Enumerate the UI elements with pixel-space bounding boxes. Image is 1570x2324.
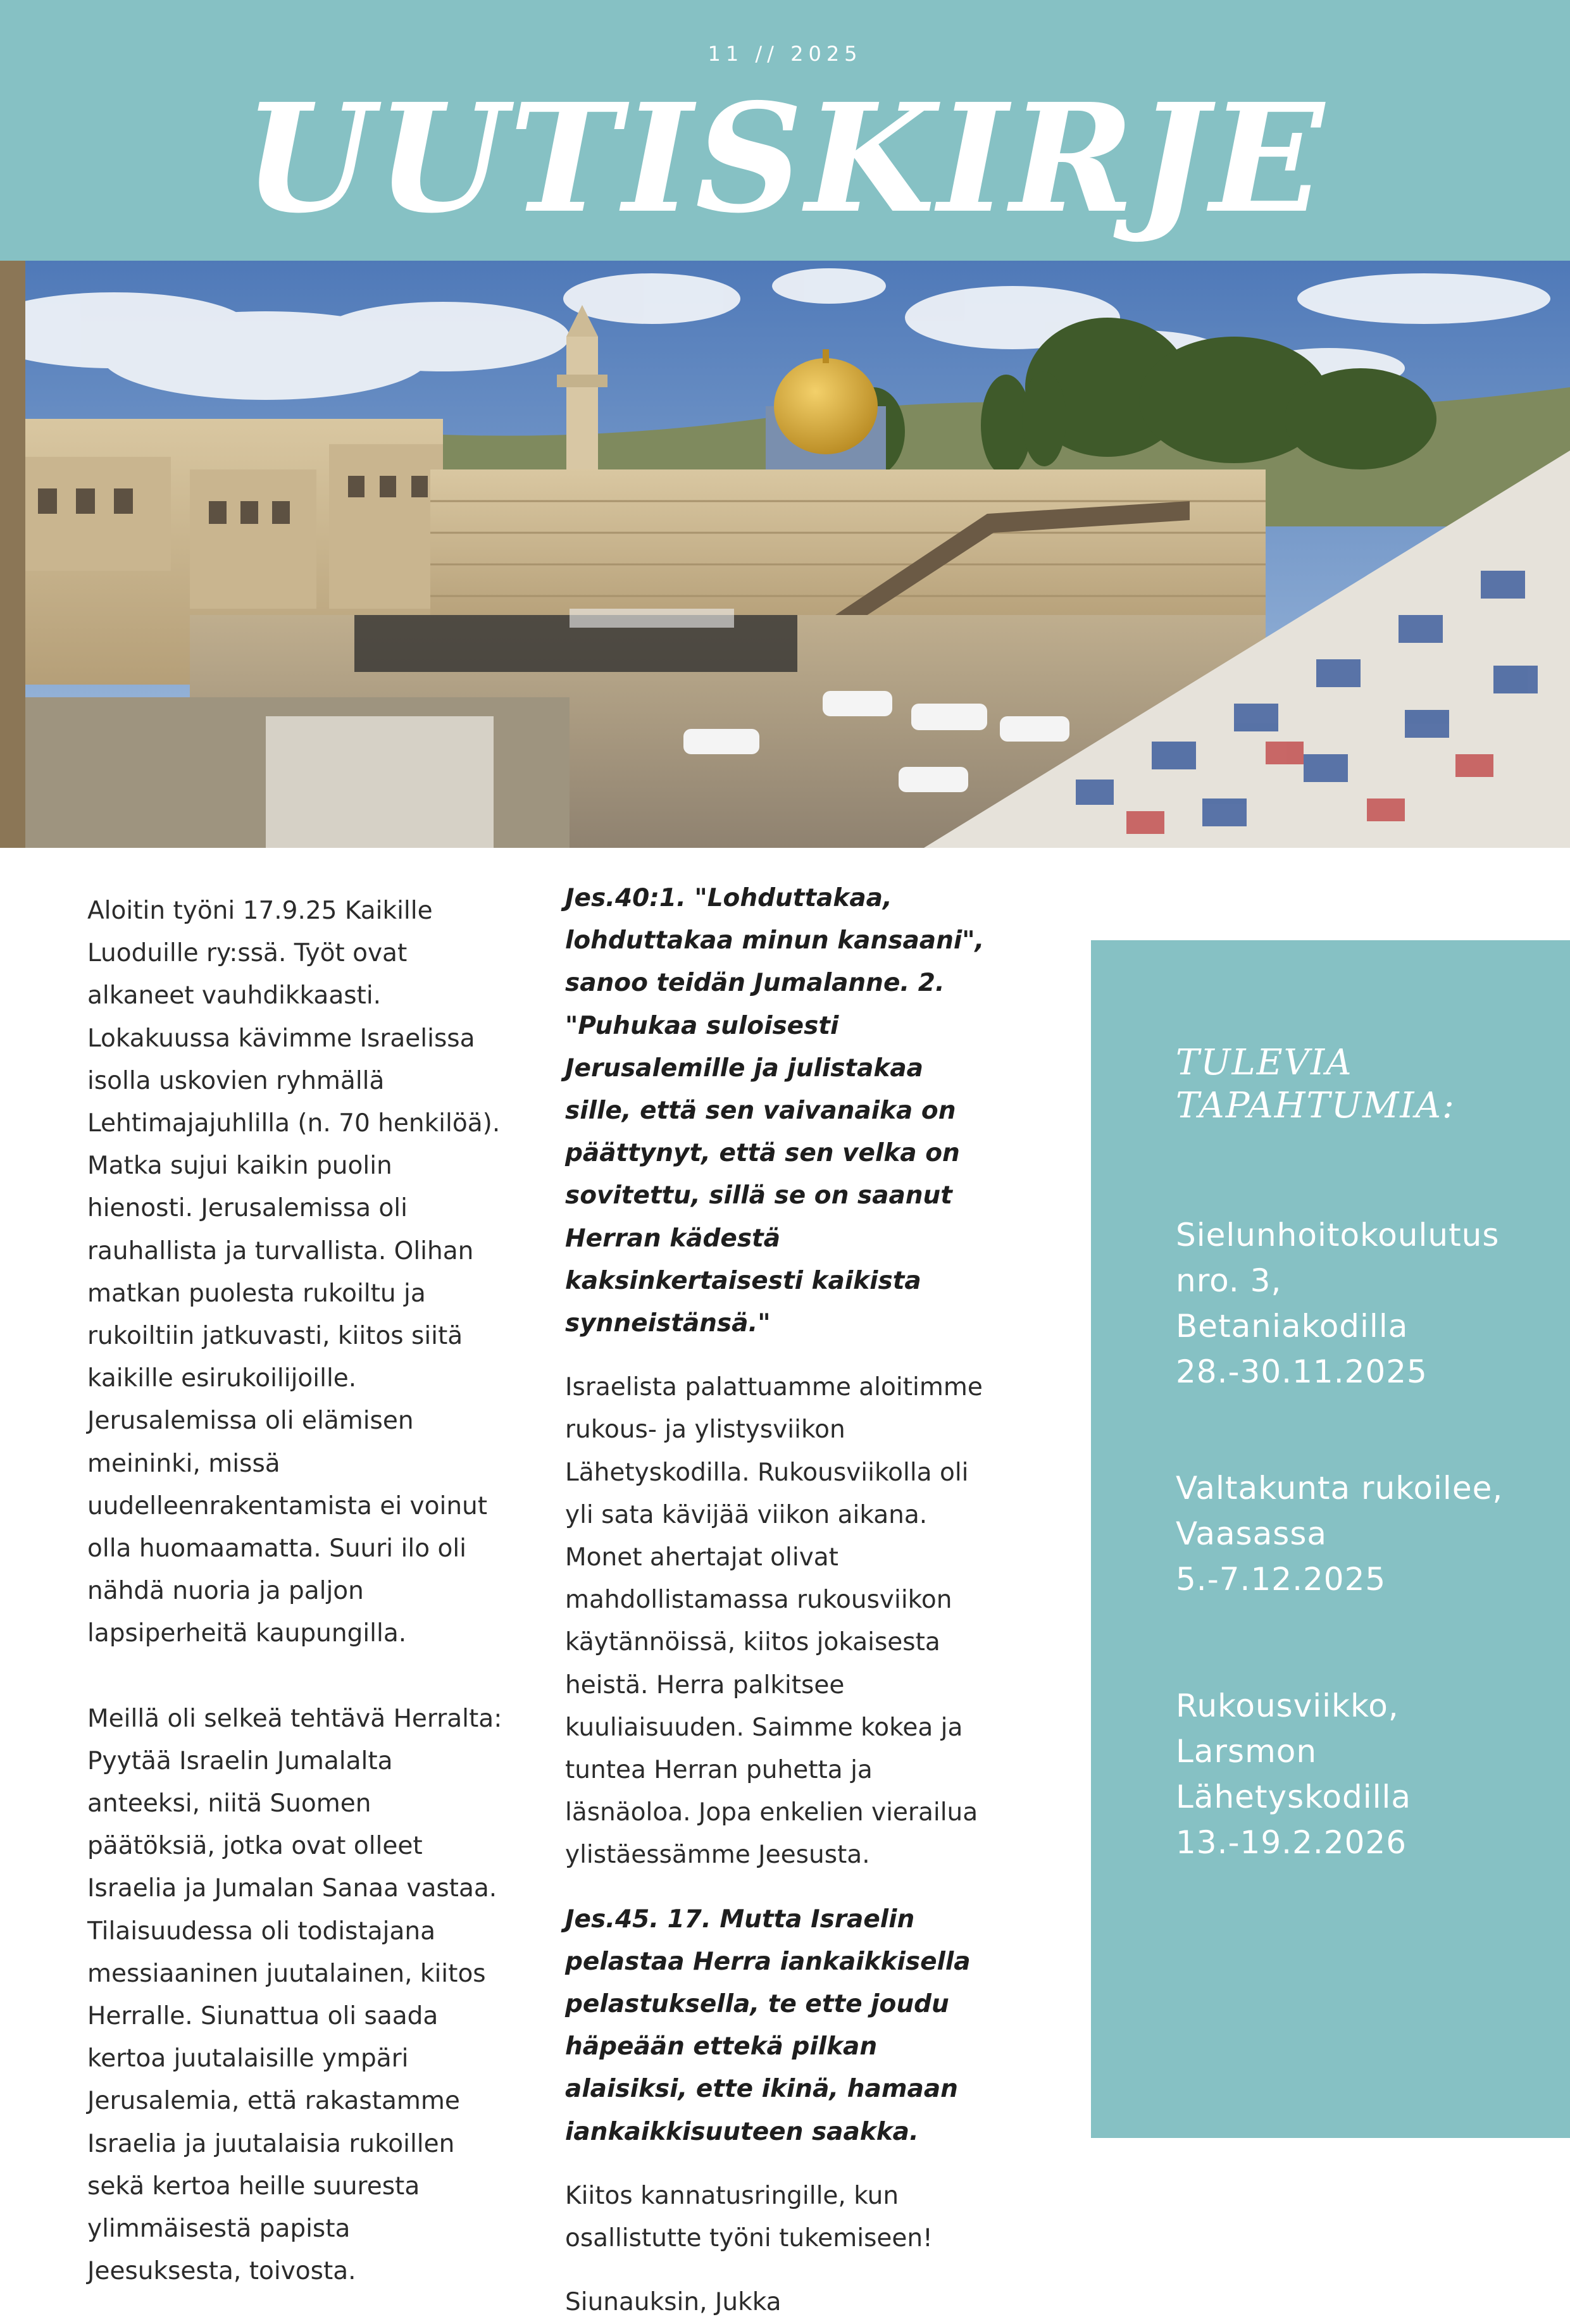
events-title: TULEVIA TAPAHTUMIA: bbox=[1176, 1042, 1455, 1126]
event-place: Betaniakodilla bbox=[1176, 1308, 1409, 1345]
issue-date: 11 // 2025 bbox=[707, 42, 863, 66]
event-place: Vaasassa bbox=[1176, 1515, 1328, 1552]
paragraph: Israelista palattuamme aloitimme rukous- ja ylistysviikon Lähetyskodilla. Rukousviikolla oli yli sata kävijää viikon aikana. Monet ahertajat olivat mahdollistamassa rukousviikon käytännöissä, kiitos jokaisesta heistä. Herra palkitsee kuuliaisuuden. Saimme kokea ja tuntea Herran puhetta ja läsnäoloa. Jopa enkelien vierailua ylistäessämme Jeesusta. bbox=[565, 1373, 983, 1870]
event-item bbox=[1176, 1212, 1543, 1395]
bible-quote: Jes.45. 17. Mutta Israelin pelastaa Herra iankaikkisella pelastuksella, te ette joudu häpeään ettekä pilkan alaisiksi, ette ikinä, hamaan iankaikkisuuteen saakka. bbox=[565, 1905, 971, 2146]
article-column-2 bbox=[565, 877, 995, 2324]
event-place: Lähetyskodilla bbox=[1176, 1779, 1412, 1815]
event-date: 28.-30.11.2025 bbox=[1176, 1353, 1428, 1390]
jerusalem-photo-icon bbox=[0, 261, 1570, 848]
header-band bbox=[0, 0, 1570, 261]
event-detail: Larsmon bbox=[1176, 1733, 1318, 1770]
events-panel bbox=[1091, 940, 1570, 2138]
event-date: 13.-19.2.2026 bbox=[1176, 1824, 1407, 1861]
paragraph: Meillä oli selkeä tehtävä Herralta: Pyytää Israelin Jumalalta anteeksi, niitä Suomen päätöksiä, jotka ovat olleet Israelia ja Jumalan Sanaa vastaa. Tilaisuudessa oli todistajana messiaaninen juutalainen, kiitos Herralle. Siunattua oli saada kertoa juutalaisille ympäri Jerusalemia, että rakastamme Israelia ja juutalaisia rukoillen sekä kertoa heille suuresta ylimmäisestä papista Jeesuksesta, toivosta. bbox=[87, 1704, 502, 2286]
event-name: Valtakunta rukoilee, bbox=[1176, 1470, 1504, 1507]
event-detail: nro. 3, bbox=[1176, 1262, 1282, 1299]
newsletter-title: UUTISKIRJE bbox=[243, 70, 1327, 246]
event-item bbox=[1176, 1683, 1543, 1865]
bible-quote: Jes.40:1. "Lohduttakaa, lohduttakaa minun kansaani", sanoo teidän Jumalanne. 2. "Puhukaa suloisesti Jerusalemille ja julistakaa sille, että sen vaivanaika on päättynyt, että sen velka on sovitettu, sillä se on saanut Herran kädestä kaksinkertaisesti kaikista synneistänsä." bbox=[565, 884, 985, 1338]
event-date: 5.-7.12.2025 bbox=[1176, 1561, 1386, 1598]
paragraph: Kiitos kannatusringille, kun osallistutte työni tukemiseen! bbox=[565, 2181, 933, 2253]
event-name: Sielunhoitokoulutus bbox=[1176, 1217, 1500, 1253]
event-name: Rukousviikko, bbox=[1176, 1687, 1399, 1724]
paragraph: Aloitin työni 17.9.25 Kaikille Luoduille ry:ssä. Työt ovat alkaneet vauhdikkaasti. Lokakuussa kävimme Israelissa isolla uskovien ryhmällä Lehtimajajuhlilla (n. 70 henkilöä). Matka sujui kaikin puolin hienosti. Jerusalemissa oli rauhallista ja turvallista. Olihan matkan puolesta rukoiltu ja rukoiltiin jatkuvasti, kiitos siitä kaikille esirukoilijoille. Jerusalemissa oli elämisen meininki, missä uudelleenrakentamista ei voinut olla huomaamatta. Suuri ilo oli nähdä nuoria ja paljon lapsiperheitä kaupungilla. bbox=[87, 897, 501, 1648]
signature: Siunauksin, Jukka bbox=[565, 2288, 782, 2317]
article-column-1 bbox=[87, 890, 505, 2293]
event-item bbox=[1176, 1465, 1543, 1602]
hero-photo bbox=[0, 261, 1570, 848]
